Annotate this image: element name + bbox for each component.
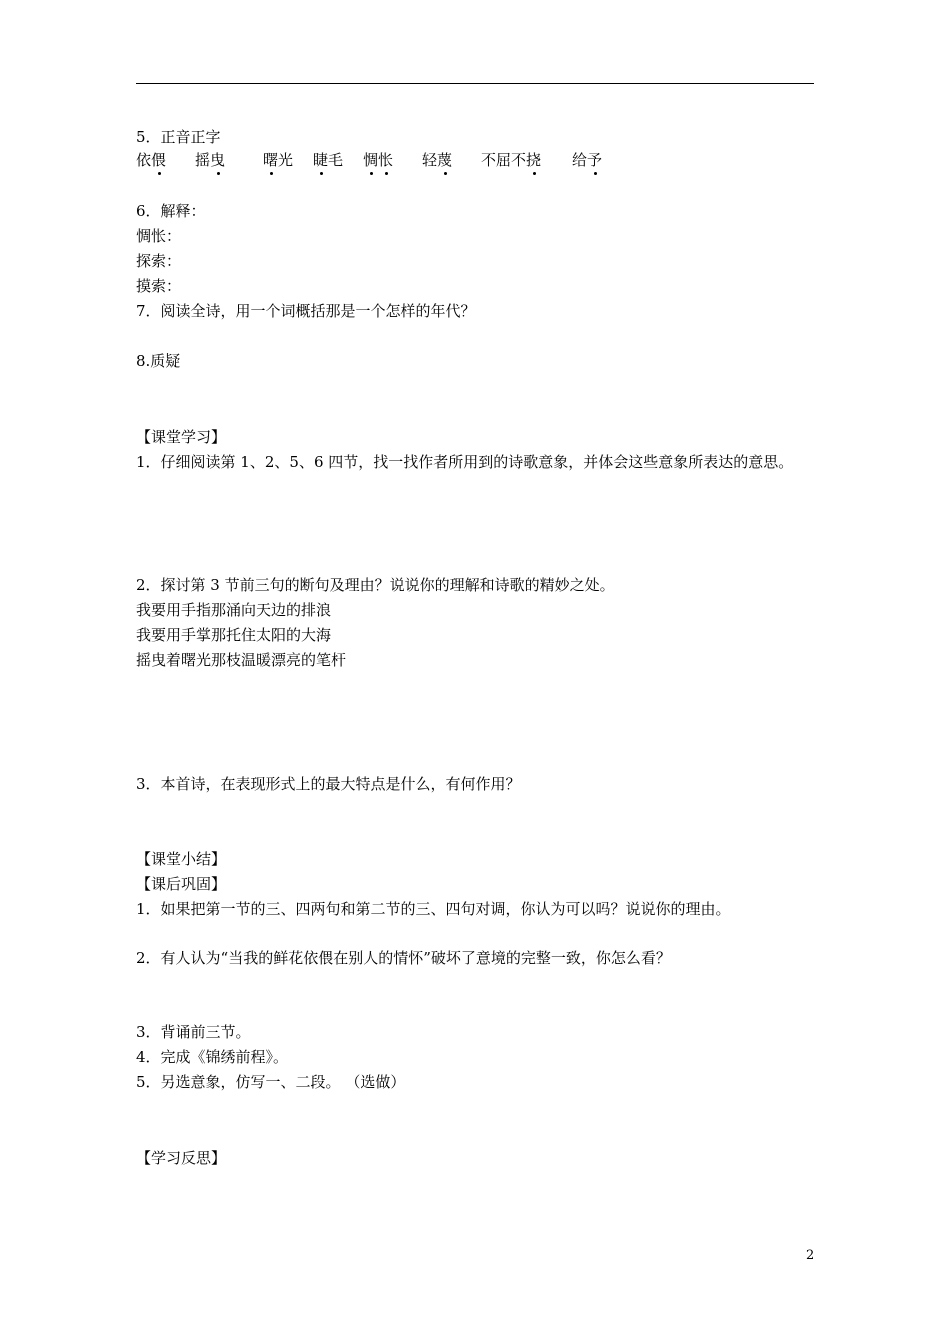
emphasis-dot — [158, 172, 161, 175]
word-yaoye: 摇曳 — [195, 151, 226, 169]
word-jiemao: 睫毛 — [313, 151, 344, 169]
word-buqubunao: 不屈不挠 — [481, 151, 542, 169]
emphasis-dot — [370, 172, 373, 175]
classroom-q2: 2．探讨第 3 节前三句的断句及理由？说说你的理解和诗歌的精妙之处。 — [136, 576, 615, 594]
emphasis-dot — [320, 172, 323, 175]
after-class-item-2: 2．有人认为“当我的鲜花依偎在别人的情怀”破坏了意境的完整一致，你怎么看？ — [136, 949, 671, 967]
emphasis-dot — [533, 172, 536, 175]
term-tansuo: 探索： — [136, 252, 182, 270]
emphasis-dot — [444, 172, 447, 175]
after-class-item-4: 4．完成《锦绣前程》。 — [136, 1048, 289, 1066]
poem-line-2: 我要用手掌那托住太阳的大海 — [136, 626, 332, 644]
word-chouchang: 惆怅 — [363, 151, 394, 169]
item8-question: 8.质疑 — [136, 352, 181, 370]
item5-title: 5．正音正字 — [136, 128, 221, 146]
poem-line-3: 摇曳着曙光那枝温暖漂亮的笔杆 — [136, 651, 347, 669]
word-yiwei: 依偎 — [136, 151, 167, 169]
term-mosuo: 摸索： — [136, 277, 182, 295]
reflection-heading: 【学习反思】 — [136, 1149, 227, 1167]
emphasis-dot — [217, 172, 220, 175]
classroom-q1: 1．仔细阅读第 1、2、5、6 四节，找一找作者所用到的诗歌意象，并体会这些意象所表达的意思。 — [136, 453, 794, 471]
emphasis-dot — [270, 172, 273, 175]
item7-question: 7．阅读全诗，用一个词概括那是一个怎样的年代？ — [136, 302, 476, 320]
emphasis-dot — [594, 172, 597, 175]
emphasis-dot — [385, 172, 388, 175]
header-rule — [136, 83, 814, 84]
after-class-item-5: 5．另选意象，仿写一、二段。 （选做） — [136, 1073, 406, 1091]
after-class-item-3: 3．背诵前三节。 — [136, 1023, 251, 1041]
word-qingmie: 轻蔑 — [422, 151, 453, 169]
item6-title: 6．解释： — [136, 202, 206, 220]
classroom-q3: 3．本首诗，在表现形式上的最大特点是什么，有何作用？ — [136, 775, 521, 793]
page-number: 2 — [806, 1248, 815, 1263]
after-class-item-1: 1．如果把第一节的三、四两句和第二节的三、四句对调，你认为可以吗？说说你的理由。 — [136, 900, 731, 918]
after-class-heading: 【课后巩固】 — [136, 875, 227, 893]
word-jiyu: 给予 — [572, 151, 603, 169]
word-shuguang: 曙光 — [263, 151, 294, 169]
term-chouchang: 惆怅： — [136, 227, 182, 245]
poem-line-1: 我要用手指那涌向天边的排浪 — [136, 601, 332, 619]
summary-heading: 【课堂小结】 — [136, 850, 227, 868]
classroom-heading: 【课堂学习】 — [136, 428, 227, 446]
